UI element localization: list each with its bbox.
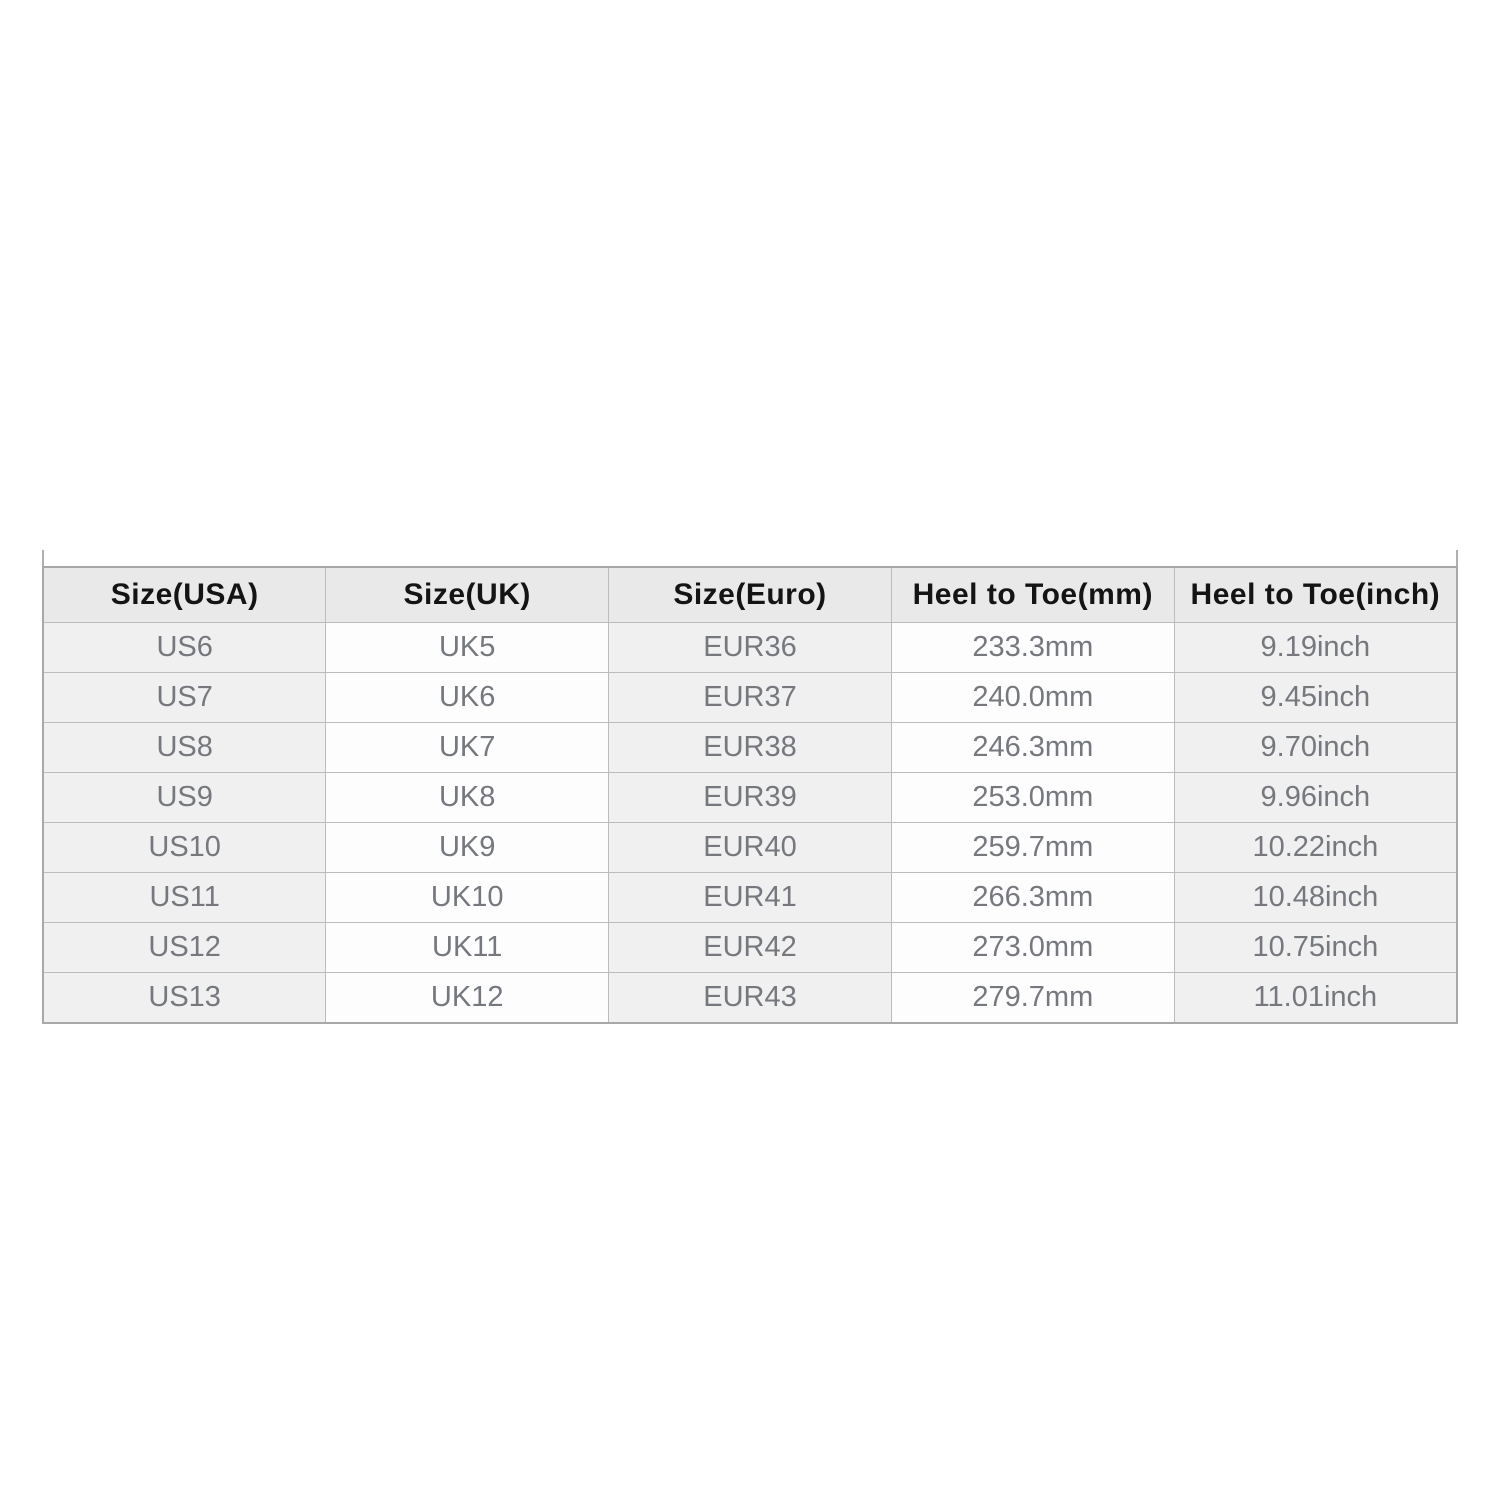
size-chart-container [42, 566, 1458, 1024]
cell-size-euro: EUR40 [609, 823, 892, 873]
table-row [43, 723, 1457, 773]
cell-size-usa: US10 [43, 823, 326, 873]
cell-size-euro: EUR43 [609, 973, 892, 1024]
cell-size-usa: US12 [43, 923, 326, 973]
cell-size-usa: US8 [43, 723, 326, 773]
size-conversion-table [42, 566, 1458, 1024]
cell-size-usa: US9 [43, 773, 326, 823]
table-row [43, 623, 1457, 673]
table-row [43, 673, 1457, 723]
cell-size-uk: UK6 [326, 673, 609, 723]
column-header-heel-toe-inch: Heel to Toe(inch) [1174, 567, 1457, 623]
cell-heel-inch: 9.19inch [1174, 623, 1457, 673]
cell-heel-inch: 10.75inch [1174, 923, 1457, 973]
cell-size-usa: US7 [43, 673, 326, 723]
cell-size-uk: UK11 [326, 923, 609, 973]
cell-size-euro: EUR37 [609, 673, 892, 723]
table-body [43, 623, 1457, 1024]
cell-heel-mm: 266.3mm [891, 873, 1174, 923]
table-row [43, 823, 1457, 873]
cell-heel-inch: 10.48inch [1174, 873, 1457, 923]
cell-size-usa: US11 [43, 873, 326, 923]
cell-heel-inch: 10.22inch [1174, 823, 1457, 873]
cell-size-uk: UK8 [326, 773, 609, 823]
column-header-size-usa: Size(USA) [43, 567, 326, 623]
cell-heel-mm: 233.3mm [891, 623, 1174, 673]
column-header-size-uk: Size(UK) [326, 567, 609, 623]
cell-size-usa: US13 [43, 973, 326, 1024]
cell-heel-mm: 246.3mm [891, 723, 1174, 773]
column-header-heel-toe-mm: Heel to Toe(mm) [891, 567, 1174, 623]
left-border-overhang [42, 550, 44, 566]
cell-size-uk: UK10 [326, 873, 609, 923]
right-border-overhang [1456, 550, 1458, 566]
cell-size-euro: EUR42 [609, 923, 892, 973]
table-row [43, 973, 1457, 1024]
cell-size-uk: UK9 [326, 823, 609, 873]
cell-heel-inch: 9.96inch [1174, 773, 1457, 823]
cell-size-uk: UK12 [326, 973, 609, 1024]
cell-size-euro: EUR41 [609, 873, 892, 923]
cell-size-uk: UK7 [326, 723, 609, 773]
cell-heel-inch: 9.70inch [1174, 723, 1457, 773]
table-row [43, 923, 1457, 973]
cell-heel-inch: 11.01inch [1174, 973, 1457, 1024]
cell-heel-mm: 273.0mm [891, 923, 1174, 973]
table-header [43, 567, 1457, 623]
cell-heel-inch: 9.45inch [1174, 673, 1457, 723]
cell-heel-mm: 279.7mm [891, 973, 1174, 1024]
header-row [43, 567, 1457, 623]
table-row [43, 873, 1457, 923]
cell-heel-mm: 253.0mm [891, 773, 1174, 823]
column-header-size-euro: Size(Euro) [609, 567, 892, 623]
cell-size-euro: EUR39 [609, 773, 892, 823]
cell-heel-mm: 240.0mm [891, 673, 1174, 723]
cell-size-usa: US6 [43, 623, 326, 673]
table-row [43, 773, 1457, 823]
cell-size-euro: EUR36 [609, 623, 892, 673]
cell-size-euro: EUR38 [609, 723, 892, 773]
cell-size-uk: UK5 [326, 623, 609, 673]
cell-heel-mm: 259.7mm [891, 823, 1174, 873]
